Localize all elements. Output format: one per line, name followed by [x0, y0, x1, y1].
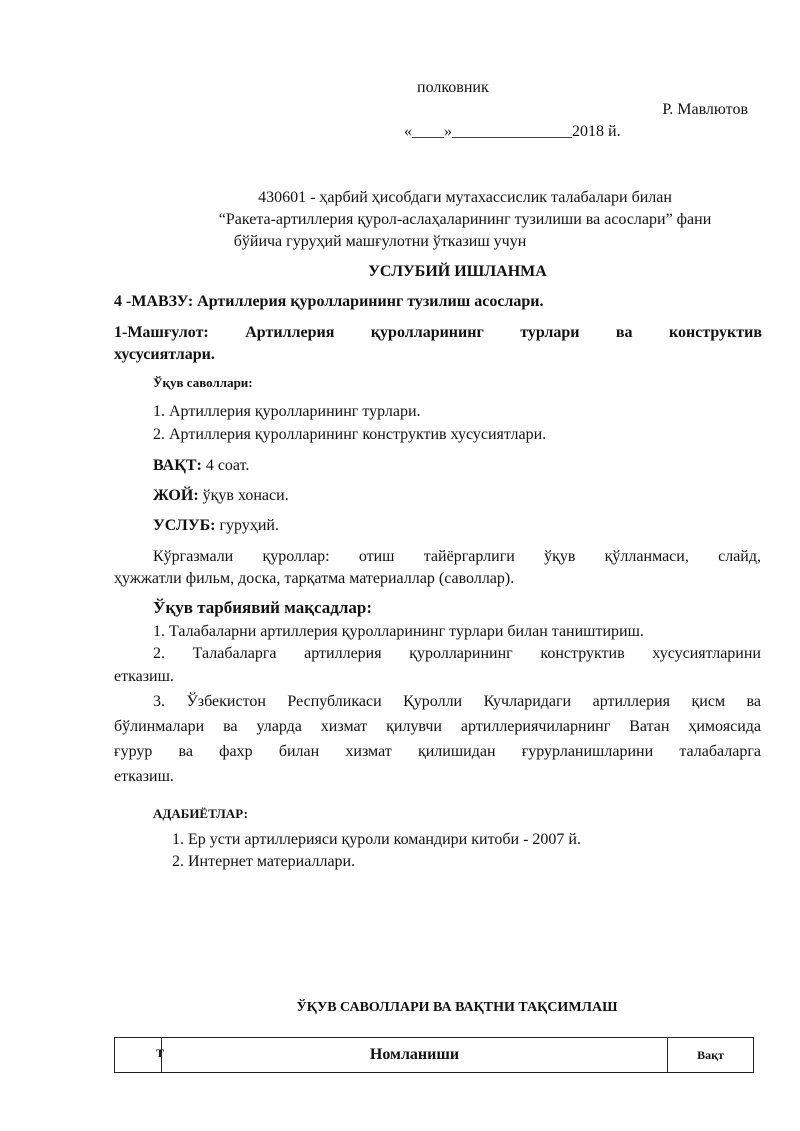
study-questions-heading: Ўқув саволлари: — [153, 375, 253, 390]
intro-line-3: бўйича гуруҳий машғулотни ўтказиш учун — [233, 233, 527, 250]
goal-item-3-line-3: ғурур ва фахр билан хизмат қилишидан ғурурланишларини талабаларга — [114, 743, 761, 760]
study-question-item: 1. Артиллерия қуролларининг турлари. — [153, 403, 421, 420]
lesson-line-1 — [114, 322, 762, 344]
goals-heading: Ўқув тарбиявий мақсадлар: — [153, 598, 372, 617]
intro-line-1: 430601 - ҳарбий ҳисобдаги мутахассислик талабалари билан — [258, 189, 672, 206]
goal-item-3-line-4: етказиш. — [114, 768, 174, 785]
goal-item-1: 1. Талабаларни артиллерия қуролларининг турлари билан таништириш. — [153, 623, 644, 640]
goal-item-2-line-2: етказиш. — [114, 668, 174, 685]
document-title: УСЛУБИЙ ИШЛАНМА — [368, 263, 547, 280]
literature-item: 2. Интернет материаллари. — [172, 853, 356, 870]
place-value: ўқув хонаси. — [198, 487, 289, 504]
lesson-word: турлари — [520, 324, 580, 341]
method-value: гуруҳий. — [215, 517, 279, 534]
lesson-word: ва — [615, 324, 633, 341]
visual-aids-line-2: ҳужжатли фильм, доска, тарқатма материаллар (саволлар). — [114, 570, 515, 587]
approval-rank: полковник — [417, 79, 489, 96]
literature-item: 1. Ер усти артиллерияси қуроли командири китоби - 2007 й. — [172, 831, 581, 848]
method-label: УСЛУБ: — [153, 517, 216, 534]
lesson-line-2: хусусиятлари. — [114, 346, 215, 363]
approval-name: Р. Мавлютов — [662, 101, 748, 118]
time-label: ВАҚТ: — [153, 457, 202, 474]
lesson-word: конструктив — [668, 324, 762, 341]
study-question-item: 2. Артиллерия қуролларининг конструктив хусусиятлари. — [153, 426, 547, 443]
lesson-word: Артиллерия — [245, 324, 335, 341]
column-header-number: Т — [115, 1038, 162, 1073]
goal-item-3-line-2: бўлинмалари ва уларда хизмат қилувчи артиллериячиларнинг Ватан ҳимоясида — [114, 718, 761, 735]
schedule-heading: ЎҚУВ САВОЛЛАРИ ВА ВАҚТНИ ТАҚСИМЛАШ — [296, 1000, 618, 1015]
lesson-word: қуролларининг — [370, 324, 484, 341]
intro-line-2: “Ракета-артиллерия қурол-аслаҳаларининг тузилиши ва асослари” фани — [218, 211, 712, 228]
table-header-row — [115, 1038, 754, 1073]
topic-text: Артиллерия қуролларининг тузилиш асослари. — [193, 293, 544, 310]
topic-line — [114, 291, 544, 313]
method-line — [153, 515, 279, 537]
approval-date: «____»_______________2018 й. — [404, 123, 621, 140]
column-header-time: Вақт — [668, 1038, 754, 1073]
lesson-word: 1-Машғулот: — [114, 324, 209, 341]
literature-heading: АДАБИЁТЛАР: — [153, 806, 248, 821]
place-line — [153, 485, 289, 507]
time-value: 4 соат. — [201, 457, 250, 474]
visual-aids-line-1: Кўргазмали қуроллар: отиш тайёргарлиги ўқув қўлланмаси, слайд, — [153, 548, 761, 565]
goal-item-2-line-1: 2. Талабаларга артиллерия қуролларининг конструктив хусусиятларини — [153, 645, 761, 662]
schedule-table — [114, 1037, 754, 1073]
column-header-name: Номланиши — [162, 1038, 668, 1073]
place-label: ЖОЙ: — [153, 487, 199, 504]
topic-label: 4 -МАВЗУ: — [114, 293, 194, 310]
time-line — [153, 455, 249, 477]
goal-item-3-line-1: 3. Ўзбекистон Республикаси Қуролли Кучларидаги артиллерия қисм ва — [153, 693, 761, 710]
